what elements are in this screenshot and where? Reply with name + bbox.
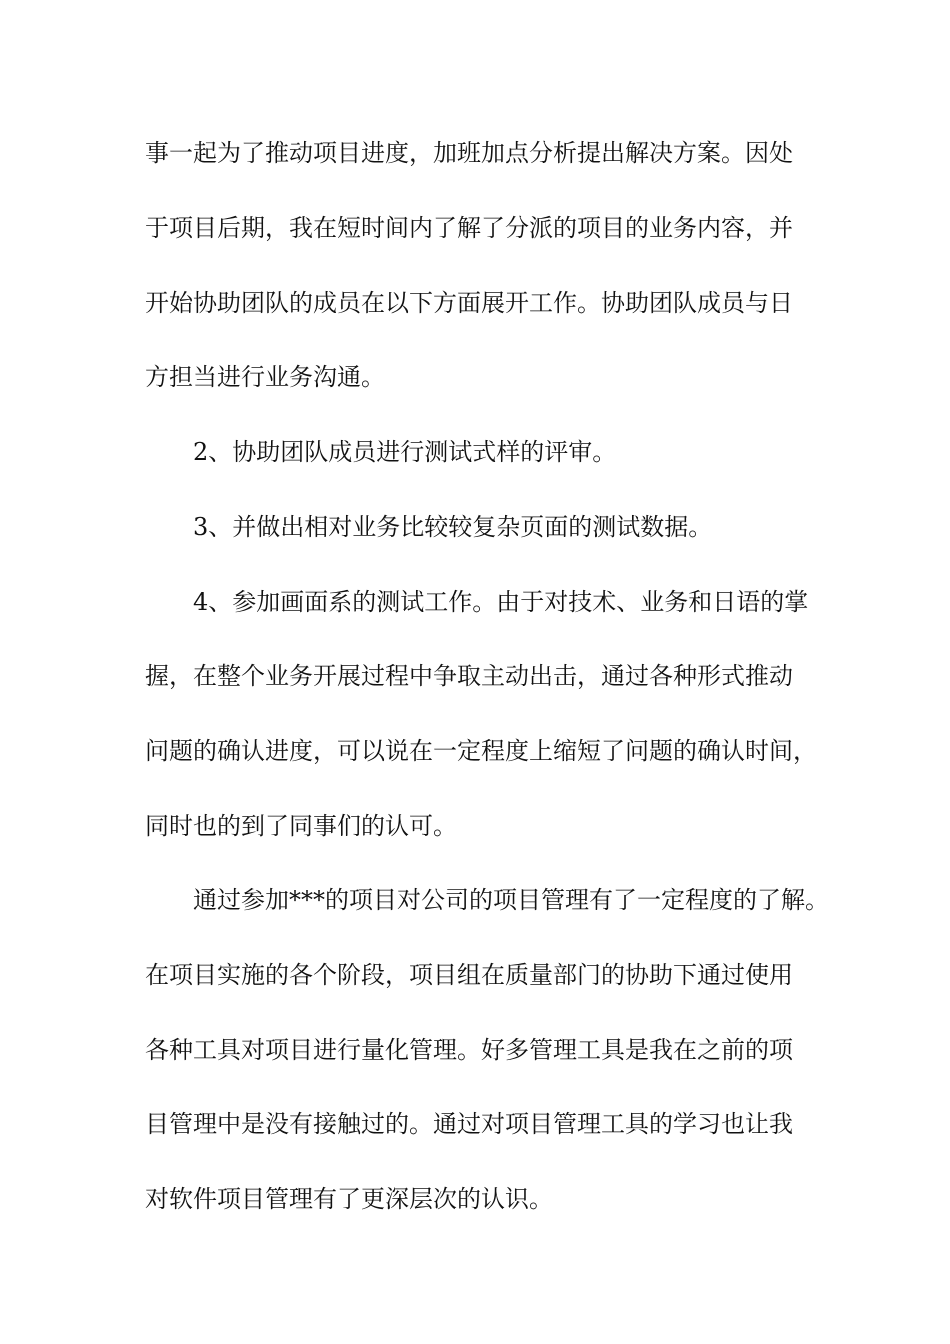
paragraph-line: 于项目后期，我在短时间内了解了分派的项目的业务内容，并 [145,214,793,242]
paragraph-line: 同时也的到了同事们的认可。 [145,812,457,840]
paragraph-line: 方担当进行业务沟通。 [145,363,385,391]
list-item-4: 4、参加画面系的测试工作。由于对技术、业务和日语的掌 [193,588,809,616]
paragraph-line: 问题的确认进度，可以说在一定程度上缩短了问题的确认时间， [145,737,817,765]
paragraph-line: 在项目实施的各个阶段，项目组在质量部门的协助下通过使用 [145,961,793,989]
list-item-3: 3、并做出相对业务比较较复杂页面的测试数据。 [193,513,713,541]
paragraph-line: 握，在整个业务开展过程中争取主动出击，通过各种形式推动 [145,662,793,690]
paragraph-line: 各种工具对项目进行量化管理。好多管理工具是我在之前的项 [145,1036,793,1064]
paragraph-line: 对软件项目管理有了更深层次的认识。 [145,1185,553,1213]
paragraph-line: 事一起为了推动项目进度，加班加点分析提出解决方案。因处 [145,139,793,167]
paragraph-line: 开始协助团队的成员在以下方面展开工作。协助团队成员与日 [145,289,793,317]
paragraph-line: 通过参加***的项目对公司的项目管理有了一定程度的了解。 [193,886,829,914]
list-item-2: 2、协助团队成员进行测试式样的评审。 [193,438,617,466]
paragraph-line: 目管理中是没有接触过的。通过对项目管理工具的学习也让我 [145,1110,793,1138]
